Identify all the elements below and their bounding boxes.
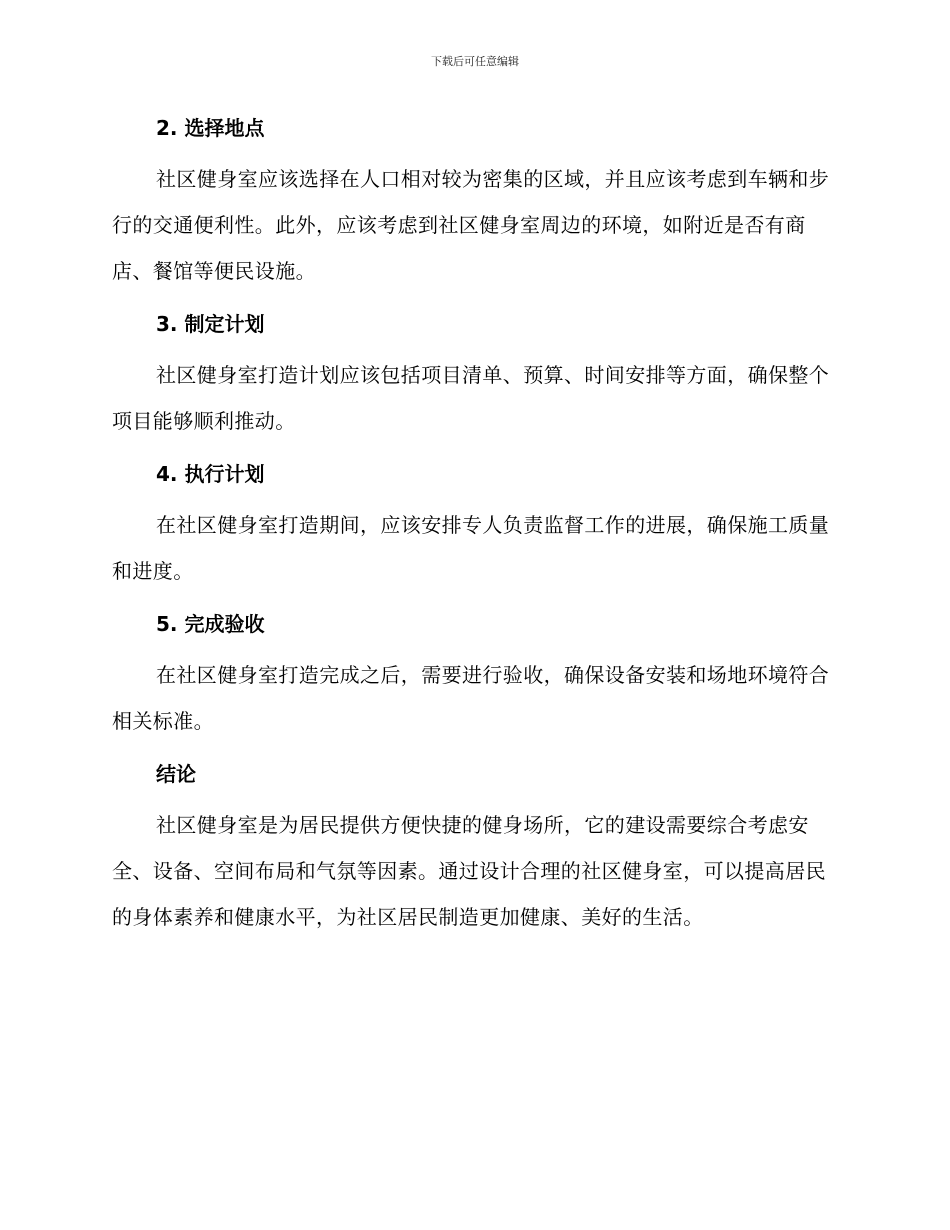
section-body-plan: 社区健身室打造计划应该包括项目清单、预算、时间安排等方面，确保整个项目能够顺利推动。 [112,363,830,433]
section-title-conclusion: 结论 [156,762,196,786]
section-body-acceptance: 在社区健身室打造完成之后，需要进行验收，确保设备安装和场地环境符合相关标准。 [112,663,830,733]
section-body-execute: 在社区健身室打造期间，应该安排专人负责监督工作的进展，确保施工质量和进度。 [112,513,830,583]
section-body-conclusion: 社区健身室是为居民提供方便快捷的健身场所，它的建设需要综合考虑安全、设备、空间布局和气氛等因素。通过设计合理的社区健身室，可以提高居民的身体素养和健康水平，为社区居民制造更加健康、美好的生活。 [112,813,826,929]
document-body [112,112,832,940]
page-header: 下载后可任意编辑 [431,55,519,68]
section-title-execute: 4. 执行计划 [156,462,265,486]
section-title-acceptance: 5. 完成验收 [156,612,265,636]
section-title-location: 2. 选择地点 [156,116,265,140]
section-title-plan: 3. 制定计划 [156,312,265,336]
section-body-location: 社区健身室应该选择在人口相对较为密集的区域，并且应该考虑到车辆和步行的交通便利性。此外，应该考虑到社区健身室周边的环境，如附近是否有商店、餐馆等便民设施。 [112,167,830,283]
